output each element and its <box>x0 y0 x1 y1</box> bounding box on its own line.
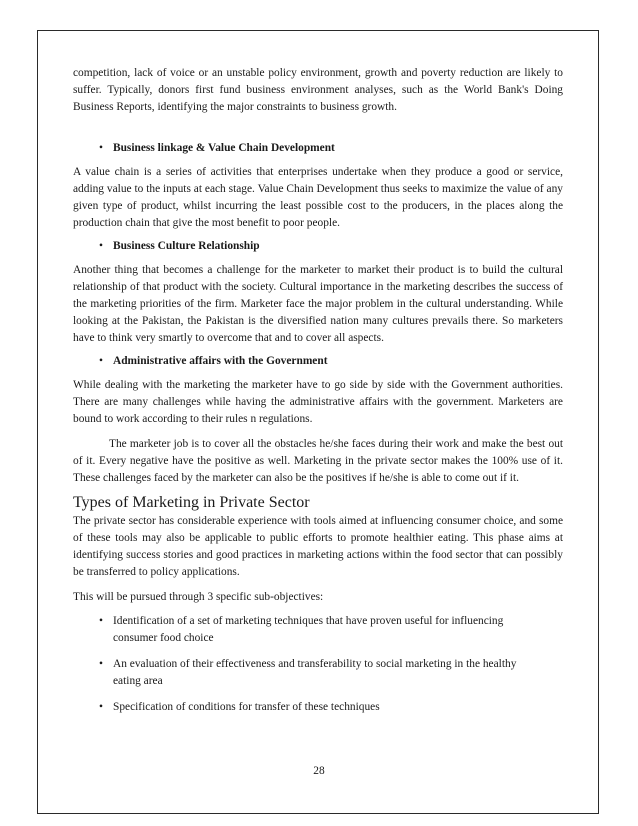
bullet-icon: • <box>99 658 103 670</box>
bullet-icon: • <box>99 142 103 154</box>
types-paragraph: The private sector has considerable experience with tools aimed at influencing consumer choice, and some of these tools may also be applicable to public efforts to promote healthier eating. This phase aims at identifying success stories and good practices in marketing actions within the food sector that can possibly be transferred to policy applications. <box>73 515 563 578</box>
culture-paragraph: Another thing that becomes a challenge for the marketer to market their product is to build the cultural relationship of that product with the society. Cultural importance in the marketing describes the success of the marketing priorities of the firm. Marketer face the major problem in the cultural understanding. While looking at the Pakistan, the Pakistan is the diversified nation many cultures prevails there. So marketers have to think very smartly to overcome that and to cover all aspects. <box>73 264 563 344</box>
section-title: Types of Marketing in Private Sector <box>73 494 310 511</box>
government-heading <box>73 353 563 370</box>
government-paragraph-2: The marketer job is to cover all the obstacles he/she faces during their work and make the best out of it. Every negative have the positive as well. Marketing in the private sector makes the 100% use of it. These challenges faced by the marketer can also be the positives if he/she is able to come out if it. <box>73 438 563 484</box>
list-item-text: An evaluation of their effectiveness and transferability to social marketing in the healthy eating area <box>113 658 517 687</box>
bullet-icon: • <box>99 701 103 713</box>
bullet-icon: • <box>99 355 103 367</box>
culture-heading <box>73 238 563 255</box>
list-item <box>73 699 563 716</box>
subobjectives-list <box>73 613 563 716</box>
page-number: 28 <box>313 765 325 777</box>
list-item-text: Identification of a set of marketing techniques that have proven useful for influencing consumer food choice <box>113 615 504 644</box>
document-body <box>73 65 563 725</box>
list-item <box>73 613 563 647</box>
bullet-icon: • <box>99 240 103 252</box>
value-chain-heading <box>73 140 563 157</box>
list-item-text: Specification of conditions for transfer of these techniques <box>113 701 380 713</box>
heading-text: Administrative affairs with the Government <box>113 355 328 367</box>
subobjectives-intro: This will be pursued through 3 specific sub-objectives: <box>73 591 324 603</box>
list-item <box>73 656 563 690</box>
government-paragraph: While dealing with the marketing the marketer have to go side by side with the Government authorities. There are many challenges while having the administrative affairs with the government. Marketers are bound to work according to their rules n regulations. <box>73 379 563 425</box>
intro-paragraph: competition, lack of voice or an unstable policy environment, growth and poverty reduction are likely to suffer. Typically, donors first fund business environment analyses, such as the World Bank's Doing Business Reports, identifying the major constraints to business growth. <box>73 67 563 113</box>
bullet-icon: • <box>99 615 103 627</box>
heading-text: Business Culture Relationship <box>113 240 260 252</box>
heading-text: Business linkage & Value Chain Development <box>113 142 335 154</box>
value-chain-paragraph: A value chain is a series of activities that enterprises undertake when they produce a good or service, adding value to the inputs at each stage. Value Chain Development thus seeks to maximize the value of any given type of product, whilst incurring the least possible cost to the producers, in the places along the production chain that give the most benefit to poor people. <box>73 166 563 229</box>
